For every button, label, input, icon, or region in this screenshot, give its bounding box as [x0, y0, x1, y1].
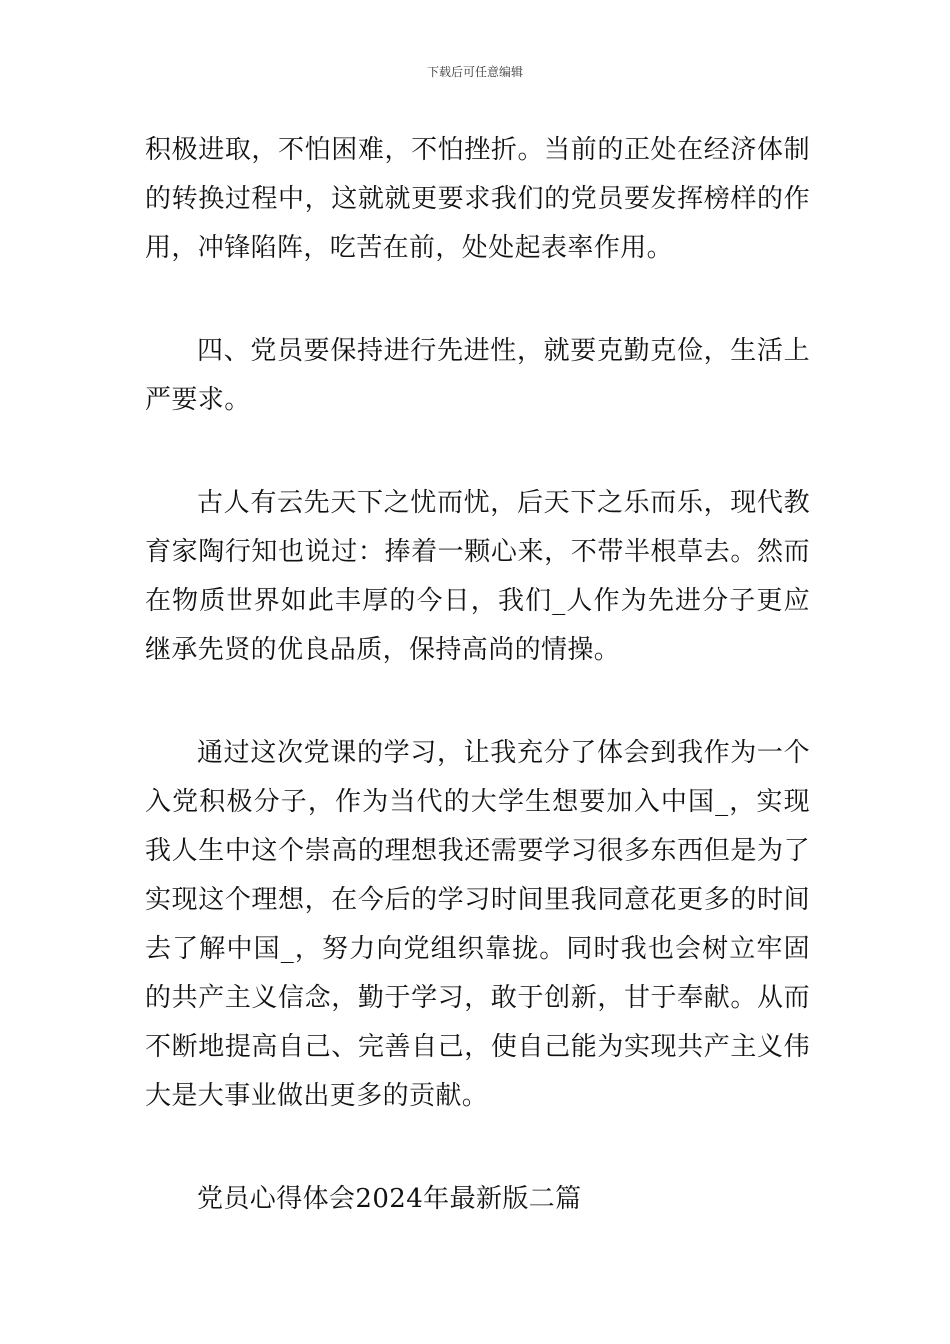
document-body — [145, 126, 810, 1224]
paragraph-section-four: 四、党员要保持进行先进性，就要克勤克俭，生活上严要求。 — [145, 336, 810, 415]
paragraph-party-lesson: 通过这次党课的学习，让我充分了体会到我作为一个入党积极分子，作为当代的大学生想要加入中国_，实现我人生中这个崇高的理想我还需要学习很多东西但是为了实现这个理想，在今后的学习时间里我同意花更多的时间去了解中国_，努力向党组织靠拢。同时我也会树立牢固的共产主义信念，勤于学习，敢于创新，甘于奉献。从而不断地提高自己、完善自己，使自己能为实现共产主义伟大是大事业做出更多的贡献。 — [145, 738, 810, 1111]
paragraph-continuation: 积极进取，不怕困难，不怕挫折。当前的正处在经济体制的转换过程中，这就就更要求我们的党员要发挥榜样的作用，冲锋陷阵，吃苦在前，处处起表率作用。 — [145, 135, 810, 263]
paragraph-ancient-saying: 古人有云先天下之忧而忧，后天下之乐而乐，现代教育家陶行知也说过：捧着一颗心来，不带半根草去。然而在物质世界如此丰厚的今日，我们_人作为先进分子更应继承先贤的优良品质，保持高尚的情操。 — [145, 488, 810, 665]
section-title: 党员心得体会2024年最新版二篇 — [197, 1184, 582, 1214]
page-header: 下载后可任意编辑 — [426, 65, 523, 79]
